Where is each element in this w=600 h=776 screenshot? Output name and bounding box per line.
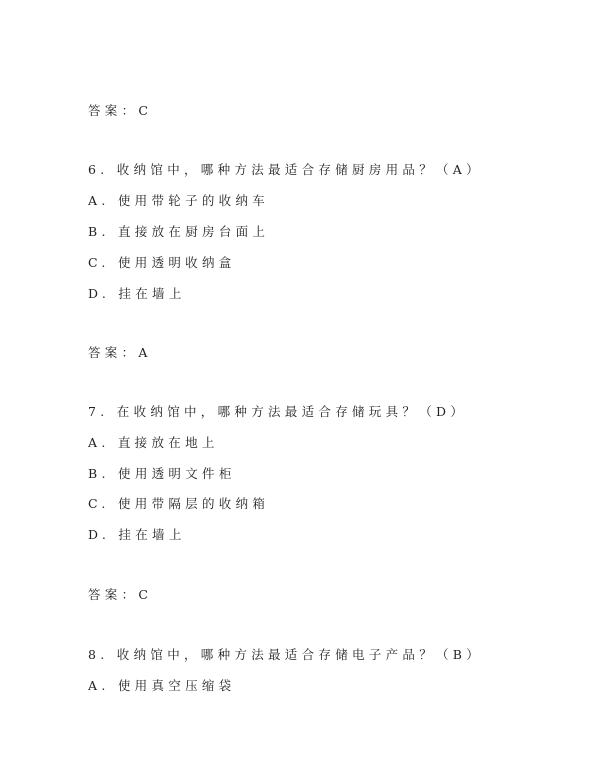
- answer-line: 答案：C: [88, 587, 153, 602]
- option-a: A. 直接放在地上: [88, 435, 219, 450]
- question-8: 8. 收纳馆中，哪种方法最适合存储电子产品？（B）: [88, 647, 484, 662]
- option-c: C. 使用透明收纳盒: [88, 255, 236, 270]
- option-a: A. 使用带轮子的收纳车: [88, 193, 270, 208]
- option-c: C. 使用带隔层的收纳箱: [88, 496, 270, 511]
- question-6: 6. 收纳馆中，哪种方法最适合存储厨房用品？（A）: [88, 162, 483, 177]
- option-d: D. 挂在墙上: [88, 286, 186, 301]
- option-d: D. 挂在墙上: [88, 527, 186, 542]
- answer-line: 答案：C: [88, 103, 153, 118]
- option-b: B. 使用透明文件柜: [88, 466, 236, 481]
- question-7: 7. 在收纳馆中，哪种方法最适合存储玩具？（D）: [88, 404, 468, 419]
- option-b: B. 直接放在厨房台面上: [88, 224, 270, 239]
- option-a: A. 使用真空压缩袋: [88, 678, 236, 693]
- answer-line: 答案：A: [88, 345, 152, 360]
